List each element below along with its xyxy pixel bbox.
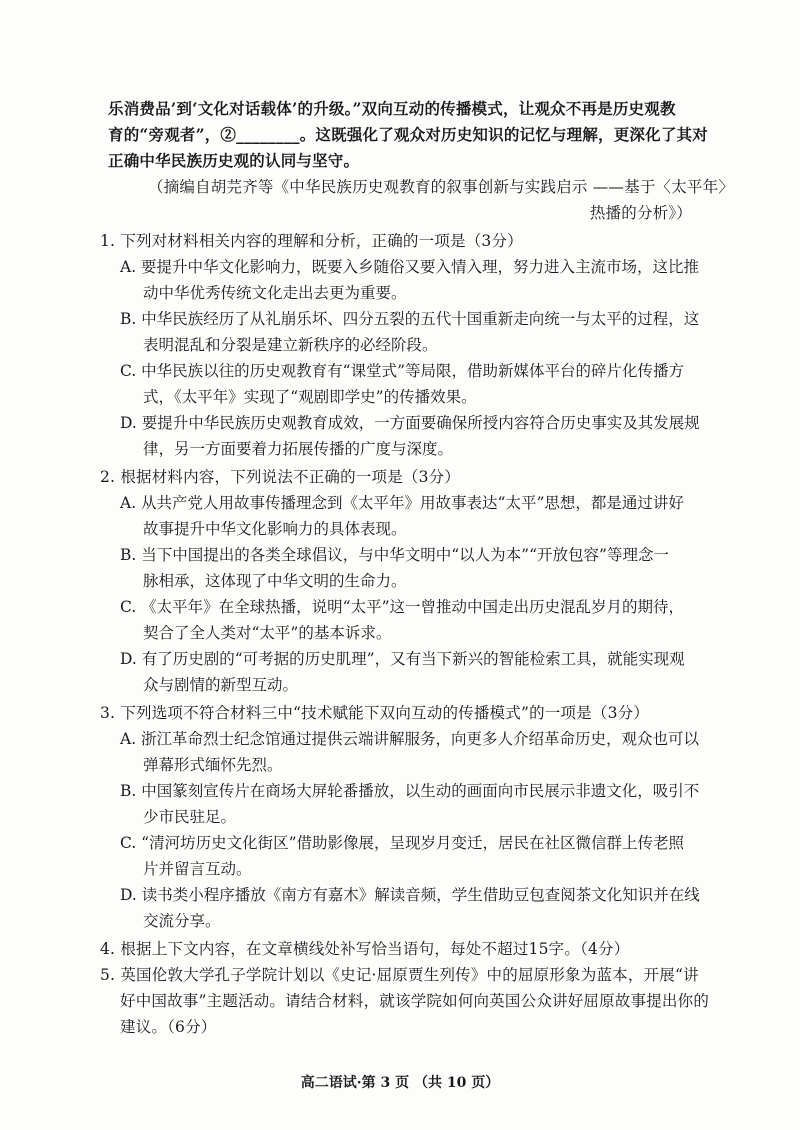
q1-option-b-line-2: 表明混乱和分裂是建立新秩序的必经阶段。 [143,336,438,354]
q2-option-b-line-2: 脉相承，这体现了中华文明的生命力。 [143,572,407,590]
question-5-stem-line-2: 好中国故事”主题活动。请结合材料，就该学院如何向英国公众讲好屈原故事提出你的 [120,992,710,1010]
q3-option-a-line-2: 弹幕形式缅怀先烈。 [143,756,283,774]
q3-option-c-line-1: C. “清河坊历史文化街区”借助影像展，呈现岁月变迁，居民在社区微信群上传老照 [120,834,685,852]
q3-option-c-line-2: 片并留言互动。 [143,860,252,878]
q1-option-a-line-1: A. 要提升中华文化影响力，既要入乡随俗又要入情入理，努力进入主流市场，这比推 [120,258,700,276]
passage-line-2: 育的“旁观者”，②________。这既强化了观众对历史知识的记忆与理解，更深化了其对 [108,125,708,144]
question-2-stem: 2. 根据材料内容，下列说法不正确的一项是（3分） [100,468,461,486]
q2-option-c-line-1: C. 《太平年》在全球热播，说明“太平”这一曾推动中国走出历史混乱岁月的期待， [120,598,685,616]
q2-option-b-line-1: B. 当下中国提出的各类全球倡议，与中华文明中“以人为本”“开放包容”等理念一 [120,546,669,564]
passage-line-3: 正确中华民族历史观的认同与坚守。 [108,151,360,170]
question-5-stem-line-3: 建议。（6分） [120,1018,217,1036]
q3-option-b-line-1: B. 中国篆刻宣传片在商场大屏轮番播放，以生动的画面向市民展示非遗文化，吸引不 [120,782,700,800]
passage-line-1: 乐消费品’到‘文化对话载体’的升级。”双向互动的传播模式，让观众不再是历史观教 [108,99,676,118]
question-4-stem: 4. 根据上下文内容，在文章横线处补写恰当语句，每处不超过15字。（4分） [100,940,630,958]
page-footer: 高二语试·第 3 页 （共 10 页） [300,1075,500,1091]
q1-option-a-line-2: 动中华优秀传统文化走出去更为重要。 [143,284,407,302]
source-citation-line-1: （摘编自胡芫齐等《中华民族历史观教育的叙事创新与实践启示 ——基于〈太平年〉 [148,178,735,196]
q2-option-d-line-2: 众与剧情的新型互动。 [143,676,299,694]
q3-option-d-line-2: 交流分享。 [143,912,221,930]
question-5-stem-line-1: 5. 英国伦敦大学孔子学院计划以《史记·屈原贾生列传》中的屈原形象为蓝本，开展“讲 [100,966,699,984]
q1-option-c-line-1: C. 中华民族以往的历史观教育有“课堂式”等局限，借助新媒体平台的碎片化传播方 [120,362,685,380]
q3-option-a-line-1: A. 浙江革命烈士纪念馆通过提供云端讲解服务，向更多人介绍革命历史，观众也可以 [120,730,700,748]
q3-option-b-line-2: 少市民驻足。 [143,808,237,826]
q1-option-b-line-1: B. 中华民族经历了从礼崩乐坏、四分五裂的五代十国重新走向统一与太平的过程，这 [120,310,700,328]
source-citation-line-2: 热播的分析》） [589,204,692,222]
question-3-stem: 3. 下列选项不符合材料三中“技术赋能下双向互动的传播模式”的一项是（3分） [100,704,650,722]
q2-option-a-line-2: 故事提升中华文化影响力的具体表现。 [143,520,407,538]
q2-option-c-line-2: 契合了全人类对“太平”的基本诉求。 [143,624,392,642]
q1-option-d-line-1: D. 要提升中华民族历史观教育成效，一方面要确保所授内容符合历史事实及其发展规 [120,414,700,432]
q2-option-d-line-1: D. 有了历史剧的“可考据的历史肌理”，又有当下新兴的智能检索工具，就能实现观 [120,650,685,668]
q2-option-a-line-1: A. 从共产党人用故事传播理念到《太平年》用故事表达“太平”思想，都是通过讲好 [120,494,684,512]
question-1-stem: 1. 下列对材料相关内容的理解和分析，正确的一项是（3分） [100,232,523,250]
q1-option-d-line-2: 律，另一方面要着力拓展传播的广度与深度。 [143,440,454,458]
q3-option-d-line-1: D. 读书类小程序播放《南方有嘉木》解读音频，学生借助豆包查阅茶文化知识并在线 [120,886,700,904]
q1-option-c-line-2: 式，《太平年》实现了“观剧即学史”的传播效果。 [143,388,477,406]
